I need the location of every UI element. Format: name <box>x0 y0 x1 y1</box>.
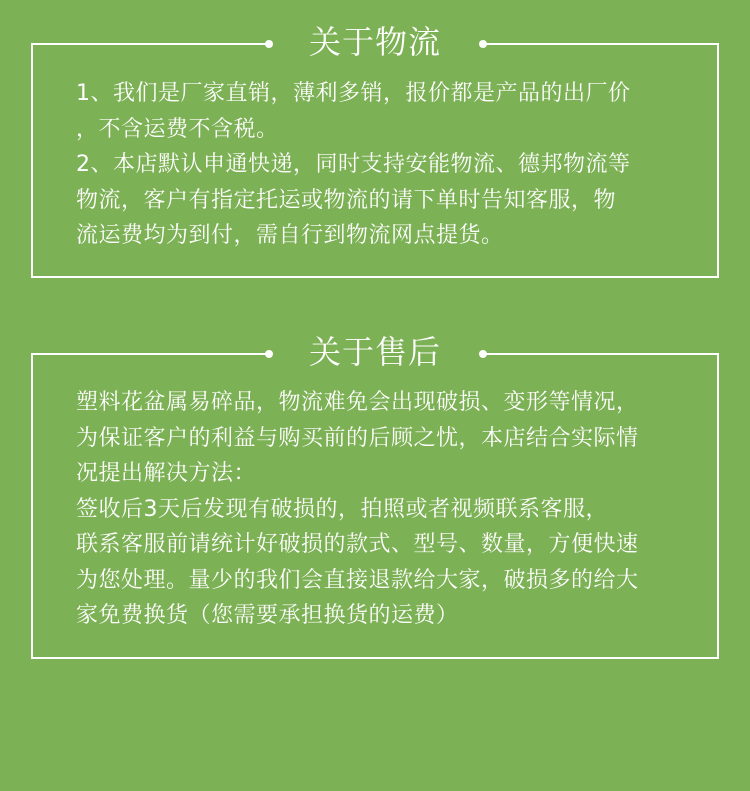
text-line: 流运费均为到付，需自行到物流网点提货。 <box>76 223 504 248</box>
title-divider-right <box>483 43 719 45</box>
after-sales-title: 关于售后 <box>308 333 441 371</box>
logistics-title: 关于物流 <box>308 23 441 61</box>
text-line: 为您处理。量少的我们会直接退款给大家，破损多的给大 <box>76 567 639 593</box>
text-line: ，不含运费不含税。 <box>76 116 279 142</box>
text-line: 物流，客户有指定托运或物流的请下单时告知客服，物 <box>76 187 617 213</box>
after-sales-section <box>31 333 719 659</box>
text-line: 塑料花盆属易碎品，物流难免会出现破损、变形等情况， <box>76 390 639 415</box>
text-line: 况提出解决方法： <box>76 461 257 486</box>
logistics-body <box>33 44 717 254</box>
logistics-section <box>31 23 719 278</box>
text-line: 2、本店默认申通快递，同时支持安能物流、德邦物流等 <box>76 152 631 177</box>
after-sales-body <box>33 354 717 634</box>
text-line: 为保证客户的利益与购买前的后顾之忧，本店结合实际情 <box>76 425 639 451</box>
text-line: 家免费换货（您需要承担换货的运费） <box>76 603 459 628</box>
text-line: 联系客服前请统计好破损的款式、型号、数量，方便快速 <box>76 532 639 557</box>
text-line: 签收后3天后发现有破损的，拍照或者视频联系客服， <box>76 496 608 522</box>
title-divider-right <box>483 353 719 355</box>
text-line: 1、我们是厂家直销，薄利多销，报价都是产品的出厂价 <box>76 81 631 106</box>
